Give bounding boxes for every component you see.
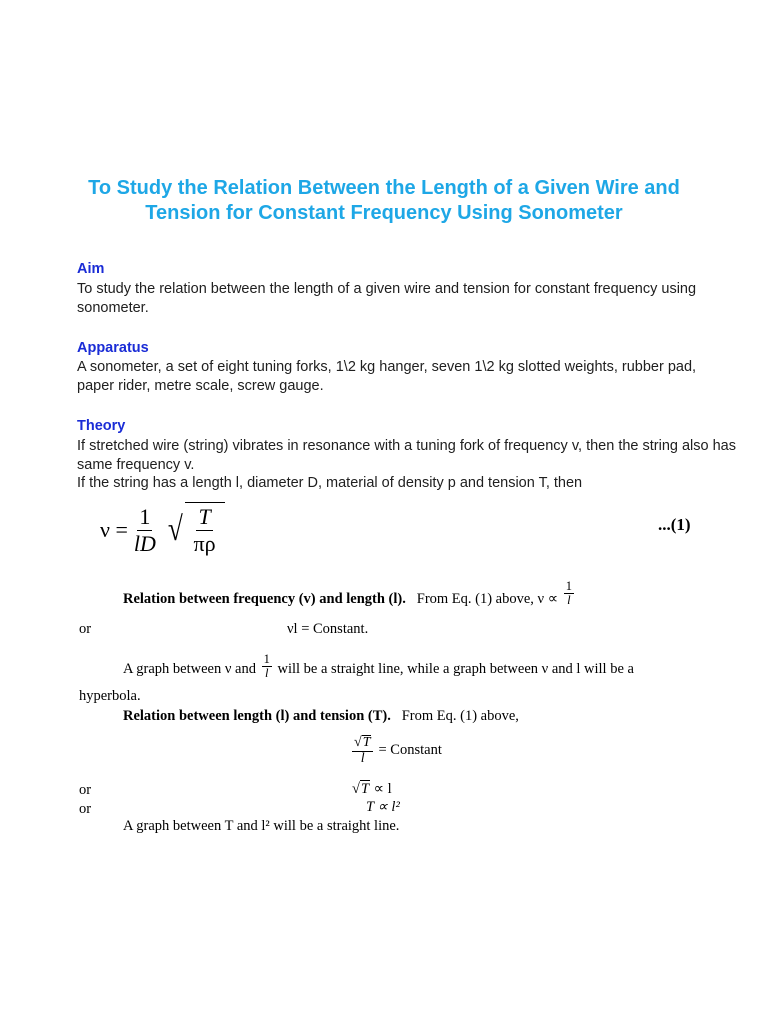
section1-equation: νl = Constant. <box>287 621 369 637</box>
eq1-root: T <box>362 735 371 750</box>
eq2-rhs: ∝ l <box>373 781 392 797</box>
or-label-3: or <box>79 801 92 817</box>
eq2-root: T <box>360 781 370 797</box>
or-label-1: or <box>79 621 92 637</box>
section2-equation-3: T ∝ l² <box>366 799 400 815</box>
section1-graph-fraction <box>262 653 272 680</box>
apparatus-heading: Apparatus <box>77 340 149 356</box>
radicand-denominator: πρ <box>193 531 216 556</box>
section2-conclusion: A graph between T and l² will be a straight line. <box>123 818 400 834</box>
section2-line <box>123 708 519 725</box>
eq1-denominator: l <box>360 750 365 766</box>
section1-fraction <box>564 580 574 607</box>
section2-text: From Eq. (1) above, <box>401 708 519 724</box>
eq1-rhs: = Constant <box>378 742 442 759</box>
apparatus-text: A sonometer, a set of eight tuning forks, 1\2 kg hanger, seven 1\2 kg slotted weights, rubber pad, paper rider, metre scale, screw gauge. <box>77 359 697 394</box>
graph-fraction-numerator: 1 <box>263 652 270 666</box>
radical-sign-icon: √ <box>167 511 183 548</box>
section2-equation-2: √T ∝ l <box>352 781 392 797</box>
radicand-numerator: T <box>198 504 211 529</box>
section1-graph-before: A graph between ν and <box>123 660 256 677</box>
formula-lhs: ν = <box>100 517 128 542</box>
aim-text: To study the relation between the length of a given wire and tension for constant frequency using sonometer. <box>77 281 697 316</box>
section1-graph-after: will be a straight line, while a graph between ν and l will be a <box>277 660 634 677</box>
frequency-formula <box>100 500 225 560</box>
theory-paragraph-1: If stretched wire (string) vibrates in resonance with a tuning fork of frequency v, then the string also has same frequency v. <box>77 438 736 473</box>
section1-fraction-denominator: l <box>567 593 571 608</box>
theory-heading: Theory <box>77 418 126 434</box>
section1-line <box>123 579 576 613</box>
section1-fraction-numerator: 1 <box>565 579 572 593</box>
section2-heading: Relation between length (l) and tension (T). <box>123 708 391 724</box>
theory-paragraph-2: If the string has a length l, diameter D, material of density p and tension T, then <box>77 475 583 491</box>
formula-fraction-denominator: lD <box>133 530 156 556</box>
section1-text: From Eq. (1) above, ν ∝ <box>416 590 559 607</box>
aim-heading: Aim <box>77 261 105 277</box>
section1-graph-line <box>123 652 634 683</box>
equation-number: ...(1) <box>658 515 691 534</box>
formula-square-root <box>166 502 225 558</box>
or-label-2: or <box>79 782 92 798</box>
formula-fraction <box>132 503 158 556</box>
formula-fraction-numerator: 1 <box>139 503 151 529</box>
section2-equation-1: $\frac{√T}{l}$ = Constant <box>354 735 442 766</box>
section1-graph-continuation: hyperbola. <box>79 688 141 704</box>
section1-heading: Relation between frequency (v) and length (l). <box>123 590 406 607</box>
graph-fraction-denominator: l <box>265 666 269 681</box>
formula-radicand <box>185 502 225 558</box>
page-title: To Study the Relation Between the Length of a Given Wire and Tension for Constant Frequency Using Sonometer <box>88 177 680 224</box>
